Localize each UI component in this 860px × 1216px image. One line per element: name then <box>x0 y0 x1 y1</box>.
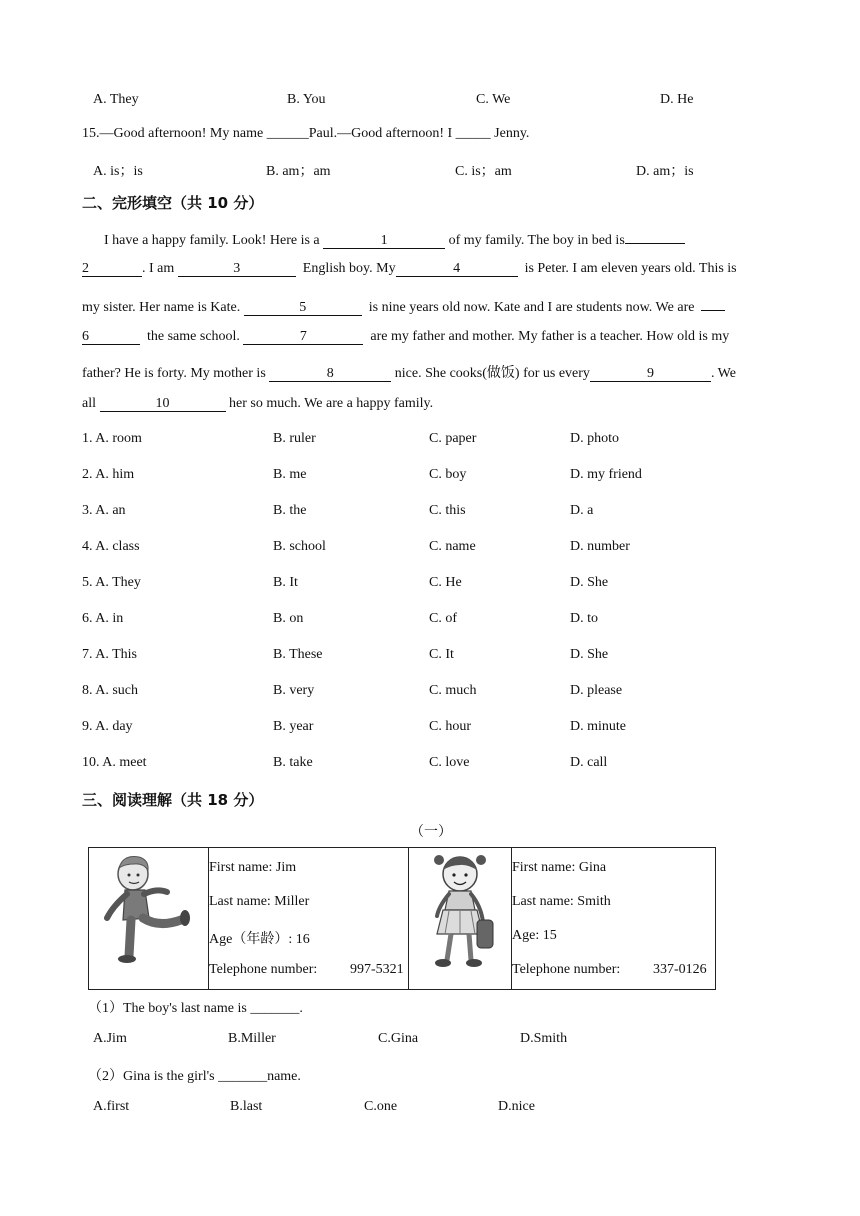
passage-text: the same school. <box>147 329 244 344</box>
passage-text: is Peter. I am eleven years old. This is <box>524 261 737 276</box>
girl-image-cell <box>409 848 512 990</box>
girl-last-name: Last name: Smith <box>512 894 611 909</box>
passage-text: her so much. We are a happy family. <box>225 396 434 411</box>
cloze-question-5-option-a[interactable]: 5. A. They <box>82 575 141 590</box>
cloze-question-5-option-c[interactable]: C. He <box>429 575 462 590</box>
boy-first-name: First name: Jim <box>209 860 297 875</box>
passage-text: I have a happy family. Look! Here is a <box>104 233 324 248</box>
cloze-question-8-option-c[interactable]: C. much <box>429 683 477 698</box>
reading-q1: （1）The boy's last name is _______. <box>88 1001 303 1016</box>
q15-option-d[interactable]: D. am；is <box>636 164 694 179</box>
cloze-blank-4[interactable]: 4 <box>396 261 518 277</box>
q14-option-c[interactable]: C. We <box>476 92 511 107</box>
cloze-question-3-option-b[interactable]: B. the <box>273 503 307 518</box>
cloze-question-7-option-c[interactable]: C. It <box>429 647 454 662</box>
boy-info-cell <box>209 848 409 990</box>
reading-q1-option-b[interactable]: B.Miller <box>228 1031 276 1046</box>
q15-option-c[interactable]: C. is；am <box>455 164 512 179</box>
q15-option-b[interactable]: B. am；am <box>266 164 331 179</box>
passage-line-6 <box>82 396 433 412</box>
q15-text-1: 15.—Good afternoon! My name <box>82 126 267 141</box>
cloze-question-8-option-a[interactable]: 8. A. such <box>82 683 138 698</box>
cloze-question-10-option-a[interactable]: 10. A. meet <box>82 755 147 770</box>
passage-line-2 <box>82 261 737 277</box>
reading-q1-option-d[interactable]: D.Smith <box>520 1031 568 1046</box>
cloze-question-3-option-d[interactable]: D. a <box>570 503 594 518</box>
cloze-question-4-option-d[interactable]: D. number <box>570 539 630 554</box>
cloze-blank-6-start[interactable] <box>701 295 725 311</box>
q15-text-3: Jenny. <box>490 126 530 141</box>
cloze-question-6-option-d[interactable]: D. to <box>570 611 598 626</box>
cloze-blank-2-start[interactable] <box>625 228 685 244</box>
cloze-question-3-option-a[interactable]: 3. A. an <box>82 503 126 518</box>
cloze-question-7-option-b[interactable]: B. These <box>273 647 323 662</box>
q15-blank-2: _____ <box>455 126 491 141</box>
cloze-question-1-option-c[interactable]: C. paper <box>429 431 477 446</box>
reading-q1-option-a[interactable]: A.Jim <box>93 1031 127 1046</box>
boy-image-cell <box>89 848 209 990</box>
cloze-question-10-option-c[interactable]: C. love <box>429 755 470 770</box>
boy-illustration <box>89 848 208 984</box>
passage-text: . I am <box>142 261 178 276</box>
q15-question <box>82 126 529 142</box>
cloze-blank-8[interactable]: 8 <box>269 366 391 382</box>
passage-text: . We <box>710 366 736 381</box>
cloze-question-2-option-a[interactable]: 2. A. him <box>82 467 135 482</box>
cloze-question-5-option-b[interactable]: B. It <box>273 575 298 590</box>
cloze-question-1-option-a[interactable]: 1. A. room <box>82 431 142 446</box>
passage-text: my sister. Her name is Kate. <box>82 300 244 315</box>
cloze-question-6-option-c[interactable]: C. of <box>429 611 457 626</box>
cloze-blank-9[interactable]: 9 <box>590 366 711 382</box>
q14-option-b[interactable]: B. You <box>287 92 326 107</box>
reading-subheading: （一） <box>410 825 452 840</box>
cloze-question-4-option-c[interactable]: C. name <box>429 539 476 554</box>
cloze-question-8-option-b[interactable]: B. very <box>273 683 315 698</box>
cloze-blank-3[interactable]: 3 <box>178 261 296 277</box>
cloze-question-6-option-b[interactable]: B. on <box>273 611 304 626</box>
cloze-blank-5[interactable]: 5 <box>244 300 362 316</box>
boy-telephone-label: Telephone number: <box>209 962 318 977</box>
cloze-question-2-option-b[interactable]: B. me <box>273 467 307 482</box>
cloze-question-9-option-d[interactable]: D. minute <box>570 719 626 734</box>
cloze-question-10-option-b[interactable]: B. take <box>273 755 313 770</box>
reading-q2-option-c[interactable]: C.one <box>364 1099 398 1114</box>
cloze-question-9-option-b[interactable]: B. year <box>273 719 314 734</box>
passage-line-4 <box>82 329 729 345</box>
cloze-question-4-option-b[interactable]: B. school <box>273 539 326 554</box>
cloze-question-10-option-d[interactable]: D. call <box>570 755 608 770</box>
girl-illustration <box>409 848 511 984</box>
cloze-question-7-option-d[interactable]: D. She <box>570 647 609 662</box>
section-2-heading: 二、完形填空（共 10 分） <box>82 194 264 212</box>
info-card-table <box>88 847 716 990</box>
passage-line-5 <box>82 362 736 382</box>
passage-text: nice. She cooks(做饭) for us every <box>391 366 590 381</box>
passage-text: is nine years old now. Kate and I are students now. We are <box>368 300 695 315</box>
q15-text-2: Paul.—Good afternoon! I <box>308 126 456 141</box>
passage-text: are my father and mother. My father is a teacher. How old is my <box>370 329 730 344</box>
passage-text: English boy. My <box>302 261 396 276</box>
cloze-blank-6[interactable]: 6 <box>82 329 140 345</box>
cloze-blank-7[interactable]: 7 <box>243 329 363 345</box>
section-3-heading: 三、阅读理解（共 18 分） <box>82 791 264 809</box>
passage-line-3 <box>82 295 725 316</box>
reading-q1-option-c[interactable]: C.Gina <box>378 1031 419 1046</box>
q15-option-a[interactable]: A. is；is <box>93 164 143 179</box>
passage-text: all <box>82 396 100 411</box>
girl-telephone-number: 337-0126 <box>653 962 707 977</box>
cloze-question-1-option-b[interactable]: B. ruler <box>273 431 316 446</box>
cloze-question-5-option-d[interactable]: D. She <box>570 575 609 590</box>
reading-q2-option-b[interactable]: B.last <box>230 1099 263 1114</box>
girl-telephone-label: Telephone number: <box>512 962 621 977</box>
cloze-question-7-option-a[interactable]: 7. A. This <box>82 647 137 662</box>
cloze-question-3-option-c[interactable]: C. this <box>429 503 466 518</box>
passage-text: of my family. The boy in bed is <box>445 233 625 248</box>
cloze-question-9-option-c[interactable]: C. hour <box>429 719 471 734</box>
cloze-question-2-option-d[interactable]: D. my friend <box>570 467 642 482</box>
boy-age: Age（年龄）: 16 <box>209 932 310 947</box>
reading-q2-option-a[interactable]: A.first <box>93 1099 130 1114</box>
girl-age: Age: 15 <box>512 928 557 943</box>
cloze-blank-10[interactable]: 10 <box>100 396 226 412</box>
q14-option-a[interactable]: A. They <box>93 92 139 107</box>
cloze-blank-1[interactable]: 1 <box>323 233 445 249</box>
girl-first-name: First name: Gina <box>512 860 607 875</box>
boy-telephone-number: 997-5321 <box>350 962 404 977</box>
reading-q2-option-d[interactable]: D.nice <box>498 1099 535 1114</box>
cloze-question-4-option-a[interactable]: 4. A. class <box>82 539 140 554</box>
cloze-question-2-option-c[interactable]: C. boy <box>429 467 467 482</box>
cloze-question-6-option-a[interactable]: 6. A. in <box>82 611 124 626</box>
cloze-blank-2[interactable]: 2 <box>82 261 142 277</box>
reading-q2: （2）Gina is the girl's _______name. <box>88 1069 301 1084</box>
q15-blank-1: ______ <box>266 126 309 141</box>
cloze-question-1-option-d[interactable]: D. photo <box>570 431 619 446</box>
q14-option-d[interactable]: D. He <box>660 92 694 107</box>
cloze-question-8-option-d[interactable]: D. please <box>570 683 623 698</box>
passage-text: father? He is forty. My mother is <box>82 366 270 381</box>
boy-last-name: Last name: Miller <box>209 894 310 909</box>
passage-line-1 <box>104 228 685 249</box>
girl-info-cell <box>512 848 716 990</box>
cloze-question-9-option-a[interactable]: 9. A. day <box>82 719 133 734</box>
